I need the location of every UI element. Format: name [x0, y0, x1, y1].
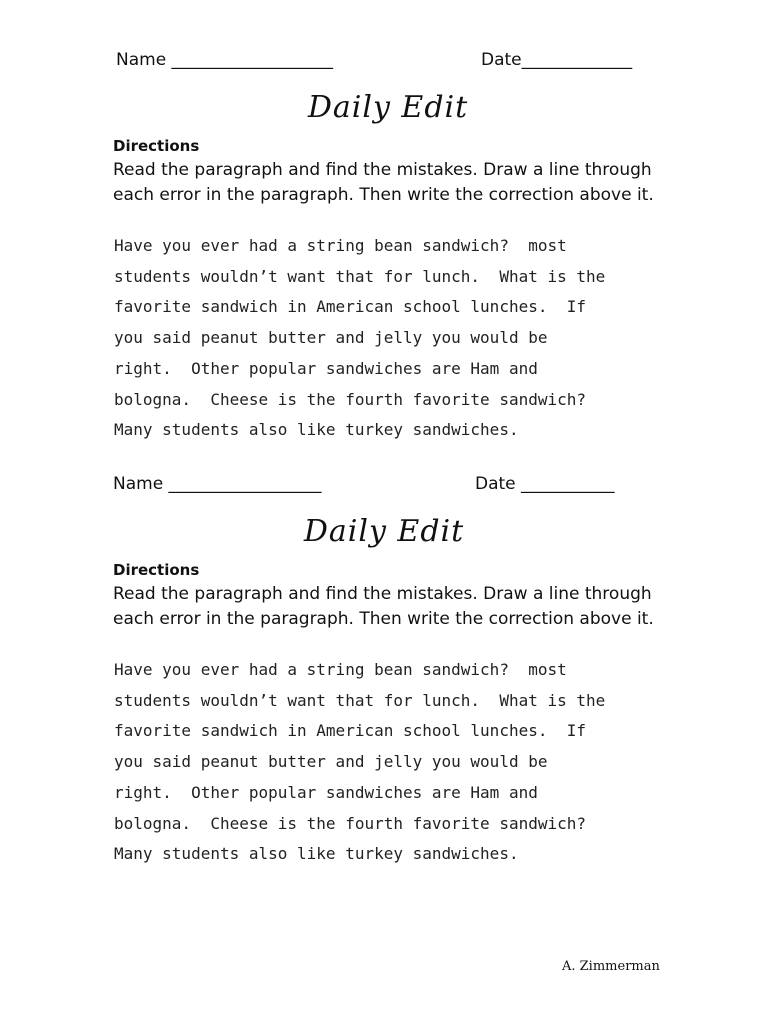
paragraph-line: Many students also like turkey sandwiches.	[114, 844, 519, 864]
name-field-label: Name __________________	[113, 474, 322, 494]
paragraph-line: favorite sandwich in American school lunches. If	[114, 721, 587, 741]
paragraph-line: Many students also like turkey sandwiches.	[114, 420, 519, 440]
paragraph-line: students wouldn’t want that for lunch. What is the	[114, 690, 606, 710]
paragraph-line: you said peanut butter and jelly you would be	[114, 328, 548, 348]
directions-text	[113, 158, 673, 208]
date-field-label: Date_____________	[481, 50, 633, 70]
directions-text	[113, 582, 673, 632]
paragraph-line: bologna. Cheese is the fourth favorite sandwich?	[114, 813, 587, 833]
directions-line: Read the paragraph and find the mistakes. Draw a line through	[113, 160, 652, 180]
paragraph-line: Have you ever had a string bean sandwich? most	[114, 660, 567, 679]
edit-paragraph	[114, 655, 694, 870]
paragraph-line: bologna. Cheese is the fourth favorite sandwich?	[114, 389, 587, 409]
paragraph-line: students wouldn’t want that for lunch. What is the	[114, 266, 606, 286]
paragraph-line: favorite sandwich in American school lunches. If	[114, 297, 587, 317]
directions-heading: Directions	[113, 561, 200, 579]
paragraph-line: you said peanut butter and jelly you would be	[114, 752, 548, 772]
worksheet-title: Daily Edit	[307, 90, 469, 125]
name-field-label: Name ___________________	[116, 50, 334, 70]
worksheet-title: Daily Edit	[303, 514, 465, 549]
paragraph-line: right. Other popular sandwiches are Ham and	[114, 358, 538, 378]
directions-heading: Directions	[113, 137, 200, 155]
paragraph-line: right. Other popular sandwiches are Ham and	[114, 782, 538, 802]
directions-line: each error in the paragraph. Then write the correction above it.	[113, 609, 654, 629]
date-field-label: Date ___________	[475, 474, 615, 494]
directions-line: Read the paragraph and find the mistakes. Draw a line through	[113, 584, 652, 604]
author-credit: A. Zimmerman	[562, 959, 660, 974]
paragraph-line: Have you ever had a string bean sandwich? most	[114, 236, 567, 255]
directions-line: each error in the paragraph. Then write the correction above it.	[113, 185, 654, 205]
edit-paragraph	[114, 231, 694, 446]
